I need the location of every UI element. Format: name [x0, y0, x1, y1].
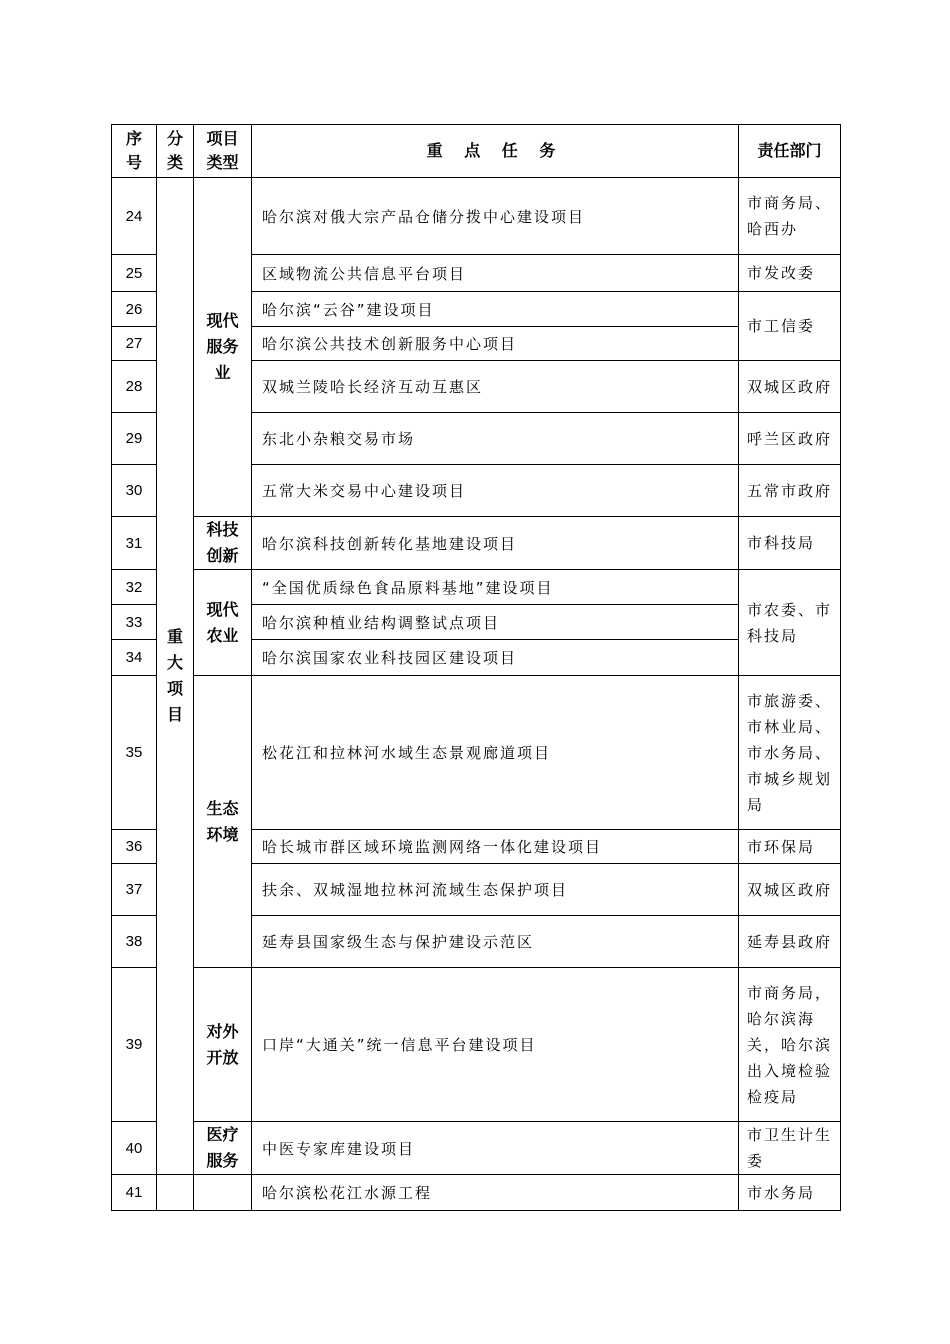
row-task: 哈长城市群区域环境监测网络一体化建设项目: [252, 830, 739, 864]
row-type-empty: [194, 1175, 252, 1211]
header-project-type: 项目 类型: [194, 125, 252, 178]
row-dept: 市科技局: [739, 517, 841, 570]
row-dept: 市卫生计生委: [739, 1122, 841, 1175]
row-seq: 38: [112, 916, 157, 968]
row-task: 双城兰陵哈长经济互动互惠区: [252, 361, 739, 413]
key-tasks-table: [111, 124, 841, 1211]
row-dept: 市水务局: [739, 1175, 841, 1211]
type-tech-innovation: 科技 创新: [194, 517, 252, 570]
row-task: 五常大米交易中心建设项目: [252, 465, 739, 517]
row-dept: 市商务局、哈西办: [739, 178, 841, 255]
row-seq: 40: [112, 1122, 157, 1175]
row-task: 延寿县国家级生态与保护建设示范区: [252, 916, 739, 968]
row-dept: 市旅游委、市林业局、市水务局、市城乡规划局: [739, 676, 841, 830]
row-seq: 34: [112, 640, 157, 676]
row-seq: 27: [112, 327, 157, 361]
row-task: 哈尔滨种植业结构调整试点项目: [252, 605, 739, 640]
row-task: 东北小杂粮交易市场: [252, 413, 739, 465]
row-seq: 25: [112, 255, 157, 292]
table-row: [112, 178, 841, 255]
header-seq: 序 号: [112, 125, 157, 178]
row-seq: 39: [112, 968, 157, 1122]
row-seq: 36: [112, 830, 157, 864]
category-major-projects: 重 大 项 目: [157, 178, 194, 1175]
header-category: 分 类: [157, 125, 194, 178]
row-task: 哈尔滨国家农业科技园区建设项目: [252, 640, 739, 676]
header-responsible-dept: 责任部门: [739, 125, 841, 178]
row-seq: 29: [112, 413, 157, 465]
type-eco-environment: 生态 环境: [194, 676, 252, 968]
row-dept: 延寿县政府: [739, 916, 841, 968]
row-seq: 30: [112, 465, 157, 517]
row-dept: 市工信委: [739, 292, 841, 361]
row-category-empty: [157, 1175, 194, 1211]
row-task: 哈尔滨“云谷”建设项目: [252, 292, 739, 327]
row-task: 扶余、双城湿地拉林河流域生态保护项目: [252, 864, 739, 916]
row-seq: 33: [112, 605, 157, 640]
row-dept: 双城区政府: [739, 361, 841, 413]
table-row: [112, 1122, 841, 1175]
table-row: [112, 517, 841, 570]
row-task: 哈尔滨科技创新转化基地建设项目: [252, 517, 739, 570]
row-task: 哈尔滨公共技术创新服务中心项目: [252, 327, 739, 361]
row-dept: 五常市政府: [739, 465, 841, 517]
row-dept: 市商务局，哈尔滨海关，哈尔滨出入境检验检疫局: [739, 968, 841, 1122]
row-seq: 24: [112, 178, 157, 255]
table-row: [112, 968, 841, 1122]
row-seq: 28: [112, 361, 157, 413]
row-dept: 呼兰区政府: [739, 413, 841, 465]
type-modern-service: 现代 服务 业: [194, 178, 252, 517]
table-header-row: [112, 125, 841, 178]
row-seq: 37: [112, 864, 157, 916]
row-dept: 市农委、市科技局: [739, 570, 841, 676]
row-seq: 41: [112, 1175, 157, 1211]
header-key-task: 重 点 任 务: [252, 125, 739, 178]
row-dept: 双城区政府: [739, 864, 841, 916]
row-task: 松花江和拉林河水域生态景观廊道项目: [252, 676, 739, 830]
row-task: 中医专家库建设项目: [252, 1122, 739, 1175]
type-medical-service: 医疗 服务: [194, 1122, 252, 1175]
row-task: 哈尔滨对俄大宗产品仓储分拨中心建设项目: [252, 178, 739, 255]
row-dept: 市环保局: [739, 830, 841, 864]
table-row: [112, 1175, 841, 1211]
row-task: “全国优质绿色食品原料基地”建设项目: [252, 570, 739, 605]
row-dept: 市发改委: [739, 255, 841, 292]
row-task: 口岸“大通关”统一信息平台建设项目: [252, 968, 739, 1122]
row-task: 哈尔滨松花江水源工程: [252, 1175, 739, 1211]
row-seq: 32: [112, 570, 157, 605]
row-seq: 26: [112, 292, 157, 327]
row-task: 区域物流公共信息平台项目: [252, 255, 739, 292]
row-seq: 31: [112, 517, 157, 570]
table-row: [112, 570, 841, 605]
type-modern-agriculture: 现代 农业: [194, 570, 252, 676]
type-opening-up: 对外 开放: [194, 968, 252, 1122]
row-seq: 35: [112, 676, 157, 830]
table-row: [112, 676, 841, 830]
